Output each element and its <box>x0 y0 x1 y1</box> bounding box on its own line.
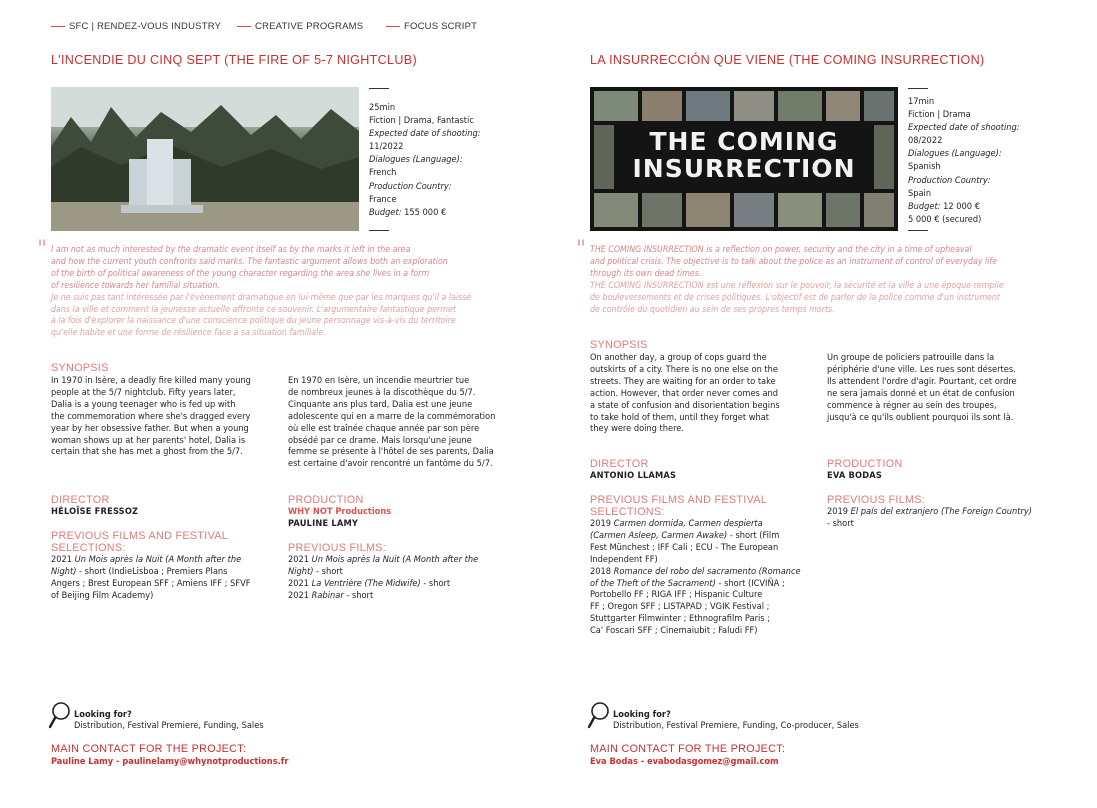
genre: Fiction | Drama, Fantastic <box>369 115 474 127</box>
looking-for: Distribution, Festival Premiere, Funding, Co-producer, Sales <box>613 720 859 731</box>
director-label: DIRECTOR <box>590 458 649 470</box>
project-still-image <box>51 87 359 231</box>
duration: 25min <box>369 102 396 113</box>
director-name: ANTONIO LLAMAS <box>590 470 677 481</box>
synopsis-label: SYNOPSIS <box>51 362 109 374</box>
contact-label: MAIN CONTACT FOR THE PROJECT: <box>51 743 247 755</box>
budget-label: Budget: <box>908 200 941 212</box>
director-films-label: PREVIOUS FILMS AND FESTIVAL SELECTIONS: <box>51 530 229 554</box>
language: Spanish <box>908 161 941 173</box>
project-poster-image <box>590 87 898 231</box>
director-films-label: PREVIOUS FILMS AND FESTIVAL SELECTIONS: <box>590 494 768 518</box>
producer-films-label: PREVIOUS FILMS: <box>288 542 387 554</box>
project-info <box>369 101 519 219</box>
country: France <box>369 193 397 205</box>
production-company: WHY NOT Productions <box>288 506 392 517</box>
director-name: HÉLOÏSE FRESSOZ <box>51 506 139 517</box>
contact-link[interactable]: Eva Bodas - evabodasgomez@gmail.com <box>590 756 779 767</box>
quote-mark-icon: " <box>576 237 587 262</box>
directors-statement: I am not as much interested by the dramatic event itself as by the marks it left in the area and how the current youth confronts said marks. The fantastic argument allows both an exploration of the birth of political awareness of the young character regarding the area she lives in a form of resilience towards her familial situation. Je ne suis pas tant intéressée par l'évènement dramatique en lui-même que par les marques qu'il a laissé dans la ville et comment la jeunesse actuelle affronte ce souvenir. L'argumentaire fantastique permet à la fois d'explorer la naissance d'une conscience politique du jeune personnage vis-à-vis du territoire qu'elle habite et une forme de résilience face à sa situation familiale. <box>51 245 472 339</box>
producer-name: EVA BODAS <box>827 470 883 481</box>
project-info <box>908 95 1058 226</box>
director-films-list: 2021 Un Mois après la Nuit (A Month after the Night) - short (IndieLisboa ; Premiers Plans Angers ; Brest European SFF ; Amiens IFF ; SFVF of Beijing Film Academy) <box>51 554 251 601</box>
language: French <box>369 167 397 179</box>
producer-films-label: PREVIOUS FILMS: <box>827 494 926 506</box>
budget: 155 000 € <box>404 206 447 218</box>
contact-label: MAIN CONTACT FOR THE PROJECT: <box>590 743 786 755</box>
synopsis-fr: Un groupe de policiers patrouille dans la périphérie d'une ville. Les rues sont désertes. Ils attendent l'ordre d'agir. Pourtant, cet ordre ne sera jamais donné et un état de confusion commence à régner au sein des troupes, jusqu'à ce qu'ils oublient pourquoi ils sont là. <box>827 352 1017 423</box>
shooting-label: Expected date of shooting: <box>908 122 1020 134</box>
synopsis-en: On another day, a group of cops guard the outskirts of a city. There is no one else on the streets. They are waiting for an order to take action. However, that order never comes and a state of confusion and disorientation begins to take hold of them, until they forget what they were doing there. <box>590 352 780 435</box>
production-label: PRODUCTION <box>827 458 903 470</box>
language-label: Dialogues (Language): <box>908 148 1002 160</box>
genre: Fiction | Drama <box>908 109 971 121</box>
looking-for: Distribution, Festival Premiere, Funding, Sales <box>74 720 264 731</box>
synopsis-en: In 1970 in Isère, a deadly fire killed many young people at the 5/7 nightclub. Fifty years later, Dalia is a young teenager who is fed up with the commemoration where she's dragged every year by her obsessive father. But when a young woman shows up at her parents' hotel, Dalia is certain that she has met a ghost from the 5/7. <box>51 375 251 458</box>
budget: 12 000 € <box>943 200 980 212</box>
nav-item-industry[interactable]: SFC | RENDEZ-VOUS INDUSTRY <box>51 21 221 32</box>
directors-statement: THE COMING INSURRECTION is a reflection on power, security and the city in a time of upheaval and political crisis. The objective is to talk about the police as an instrument of control of everyday life through its own dead times. THE COMING INSURRECTION est une réflexion sur le pouvoir, la sécurité et la ville à une époque remplie de bouleversements et de crises politiques. L'objectif est de parler de la police comme d'un instrument de contrôle du quotidien au sein de ses propres temps morts. <box>590 245 1004 315</box>
quote-mark-icon: " <box>37 237 48 262</box>
production-label: PRODUCTION <box>288 494 364 506</box>
synopsis-label: SYNOPSIS <box>590 339 648 351</box>
country-label: Production Country: <box>369 180 452 192</box>
director-label: DIRECTOR <box>51 494 110 506</box>
shooting-label: Expected date of shooting: <box>369 128 481 140</box>
shooting-date: 11/2022 <box>369 141 404 153</box>
director-films-list: 2019 Carmen dormida, Carmen despierta (Carmen Asleep, Carmen Awake) - short (Film Fest Münchest ; IFF Cali ; ECU - The European Independent FF) 2018 Romance del robo del sacramento (Romance of the Theft of the Sacrament) - short (ICVIÑA ; Portobello FF ; RIGA IFF ; Hispanic Culture FF ; Oregon SFF ; LISTAPAD ; VGIK Festival ; Stuttgarter Filmwinter ; Ethnografilm Paris ; Ca' Foscari SFF ; Cinemaiubit ; Faludi FF) <box>590 518 801 637</box>
producer-films-list: 2021 Un Mois après la Nuit (A Month after the Night) - short 2021 La Ventrière (The Midwife) - short 2021 Rabinar - short <box>288 554 479 601</box>
shooting-date: 08/2022 <box>908 135 943 147</box>
duration: 17min <box>908 96 935 107</box>
poster-title: THE COMING INSURRECTION <box>632 127 856 183</box>
language-label: Dialogues (Language): <box>369 154 463 166</box>
looking-for-label: Looking for? <box>613 709 671 720</box>
budget-label: Budget: <box>369 206 402 218</box>
project-title: LA INSURRECCIÓN QUE VIENE (THE COMING INSURRECTION) <box>590 53 985 67</box>
producer-name: PAULINE LAMY <box>288 518 359 529</box>
country-label: Production Country: <box>908 174 991 186</box>
project-title: L'INCENDIE DU CINQ SEPT (THE FIRE OF 5-7 NIGHTCLUB) <box>51 53 417 67</box>
looking-for-label: Looking for? <box>74 709 132 720</box>
nav-item-creative-programs[interactable]: CREATIVE PROGRAMS <box>237 21 363 32</box>
country: Spain <box>908 187 932 199</box>
magnifier-icon <box>48 701 72 733</box>
producer-films-list: 2019 El país del extranjero (The Foreign Country) - short <box>827 506 1032 529</box>
synopsis-fr: En 1970 en Isère, un incendie meurtrier tue de nombreux jeunes à la discothèque du 5/7. Cinquante ans plus tard, Dalia est une jeune adolescente qui en a marre de la commémoration où elle est traînée chaque année par son père obsédé par ce drame. Mais lorsqu'une jeune femme se présente à l'hôtel de ses parents, Dalia est certaine d'avoir rencontré un fantôme du 5/7. <box>288 375 496 470</box>
budget-secured: 5 000 € (secured) <box>908 213 982 225</box>
nav-item-focus-script[interactable]: FOCUS SCRIPT <box>386 21 477 32</box>
contact-link[interactable]: Pauline Lamy - paulinelamy@whynotproductions.fr <box>51 756 289 767</box>
magnifier-icon <box>587 701 611 733</box>
